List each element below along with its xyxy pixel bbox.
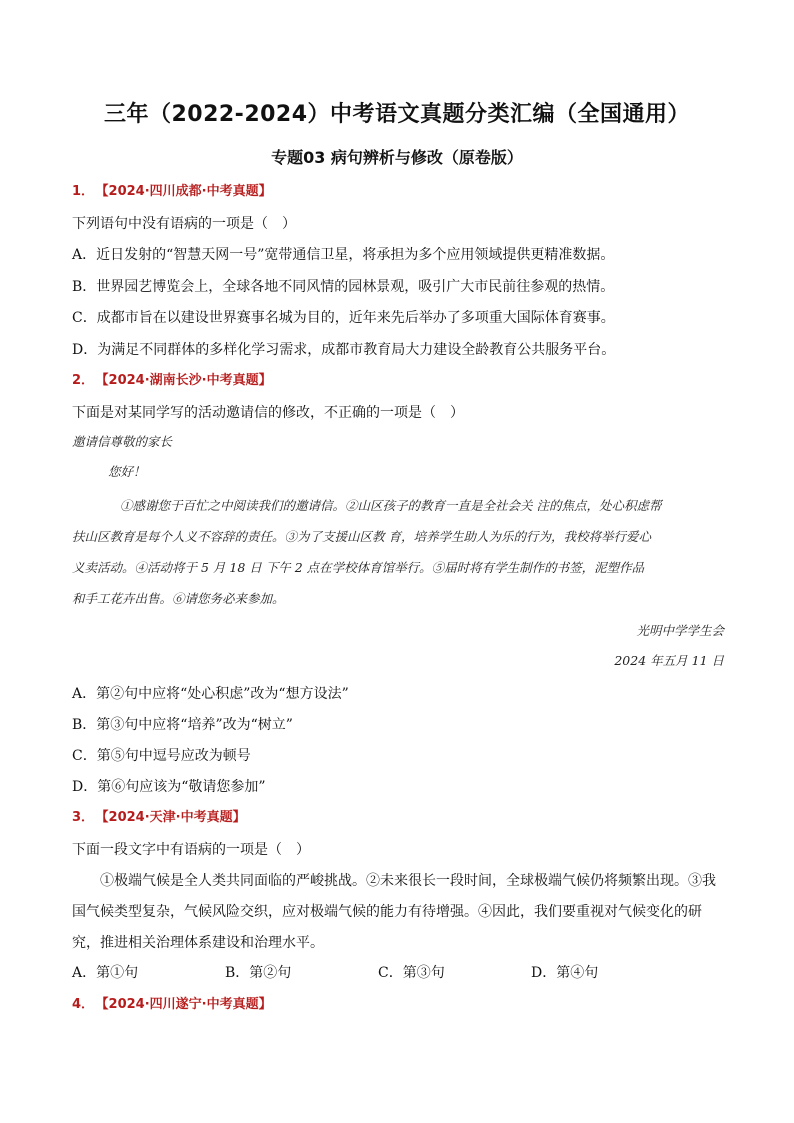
question-3-passage: ①极端气候是全人类共同面临的严峻挑战。②未来很长一段时间，全球极端气候仍将频繁出现。③我国气候类型复杂，气候风险交织，应对极端气候的能力有待增强。④因此，我们要重视对气候变化的研究，推进相关治理体系建设和治理水平。 bbox=[72, 873, 716, 951]
letter-line-4: 和手工花卉出售。⑥请您务必来参加。 bbox=[72, 591, 285, 606]
question-source: 【2024·四川成都·中考真题】 bbox=[102, 184, 272, 199]
question-2-option-c: C．第⑤句中逗号应改为顿号 bbox=[72, 748, 251, 764]
question-3-stem: 下面一段文字中有语病的一项是（ ） bbox=[72, 842, 310, 858]
invitation-letter bbox=[72, 432, 724, 672]
letter-line-1: ①感谢您于百忙之中阅读我们的邀请信。②山区孩子的教育一直是全社会关 注的焦点，处心积虑帮 bbox=[120, 498, 662, 513]
question-2-header bbox=[72, 371, 724, 391]
letter-heading: 邀请信尊敬的家长 bbox=[72, 434, 173, 449]
question-number: 3． bbox=[72, 810, 95, 825]
letter-greeting: 您好！ bbox=[108, 464, 146, 479]
question-1-option-d: D．为满足不同群体的多样化学习需求，成都市教育局大力建设全龄教育公共服务平台。 bbox=[72, 342, 616, 358]
letter-signature: 光明中学学生会 bbox=[636, 623, 724, 638]
question-source: 【2024·天津·中考真题】 bbox=[102, 810, 246, 825]
question-number: 4． bbox=[72, 997, 95, 1012]
question-3-option-a: A．第①句 bbox=[72, 965, 139, 981]
question-2-option-b: B．第③句中应将“培养”改为“树立” bbox=[72, 717, 293, 733]
letter-line-2: 扶山区教育是每个人义不容辞的责任。③为了支援山区教 育，培养学生助人为乐的行为，我校将举行爱心 bbox=[72, 529, 651, 544]
question-1-header bbox=[72, 182, 724, 202]
question-3-option-c: C．第③句 bbox=[378, 965, 445, 981]
question-2-option-a: A．第②句中应将“处心积虑”改为“想方设法” bbox=[72, 686, 349, 702]
question-3-header bbox=[72, 808, 724, 828]
question-3-option-d: D．第④句 bbox=[531, 965, 599, 981]
letter-date: 2024 年五月 11 日 bbox=[614, 653, 724, 668]
question-number: 2． bbox=[72, 373, 95, 388]
document-title: 三年（2022-2024）中考语文真题分类汇编（全国通用） bbox=[103, 102, 691, 127]
question-2-option-d: D．第⑥句应该为“敬请您参加” bbox=[72, 779, 266, 795]
question-4-header bbox=[72, 995, 724, 1015]
letter-line-3: 义卖活动。④活动将于 5 月 18 日 下午 2 点在学校体育馆举行。⑤届时将有学生制作的书签，泥塑作品 bbox=[72, 560, 645, 575]
question-3-option-b: B．第②句 bbox=[225, 965, 292, 981]
question-1-option-c: C．成都市旨在以建设世界赛事名城为目的，近年来先后举办了多项重大国际体育赛事。 bbox=[72, 310, 615, 326]
document-subtitle: 专题03 病句辨析与修改（原卷版） bbox=[271, 148, 523, 167]
question-1-option-b: B．世界园艺博览会上，全球各地不同风情的园林景观，吸引广大市民前往参观的热情。 bbox=[72, 279, 615, 295]
question-source: 【2024·湖南长沙·中考真题】 bbox=[102, 373, 272, 388]
question-1-stem: 下列语句中没有语病的一项是（ ） bbox=[72, 216, 296, 232]
question-source: 【2024·四川遂宁·中考真题】 bbox=[102, 997, 272, 1012]
question-2-stem: 下面是对某同学写的活动邀请信的修改，不正确的一项是（ ） bbox=[72, 405, 464, 421]
question-number: 1． bbox=[72, 184, 95, 199]
question-1-option-a: A．近日发射的“智慧天网一号”宽带通信卫星，将承担为多个应用领域提供更精准数据。 bbox=[72, 247, 615, 263]
question-3-options bbox=[72, 963, 724, 983]
